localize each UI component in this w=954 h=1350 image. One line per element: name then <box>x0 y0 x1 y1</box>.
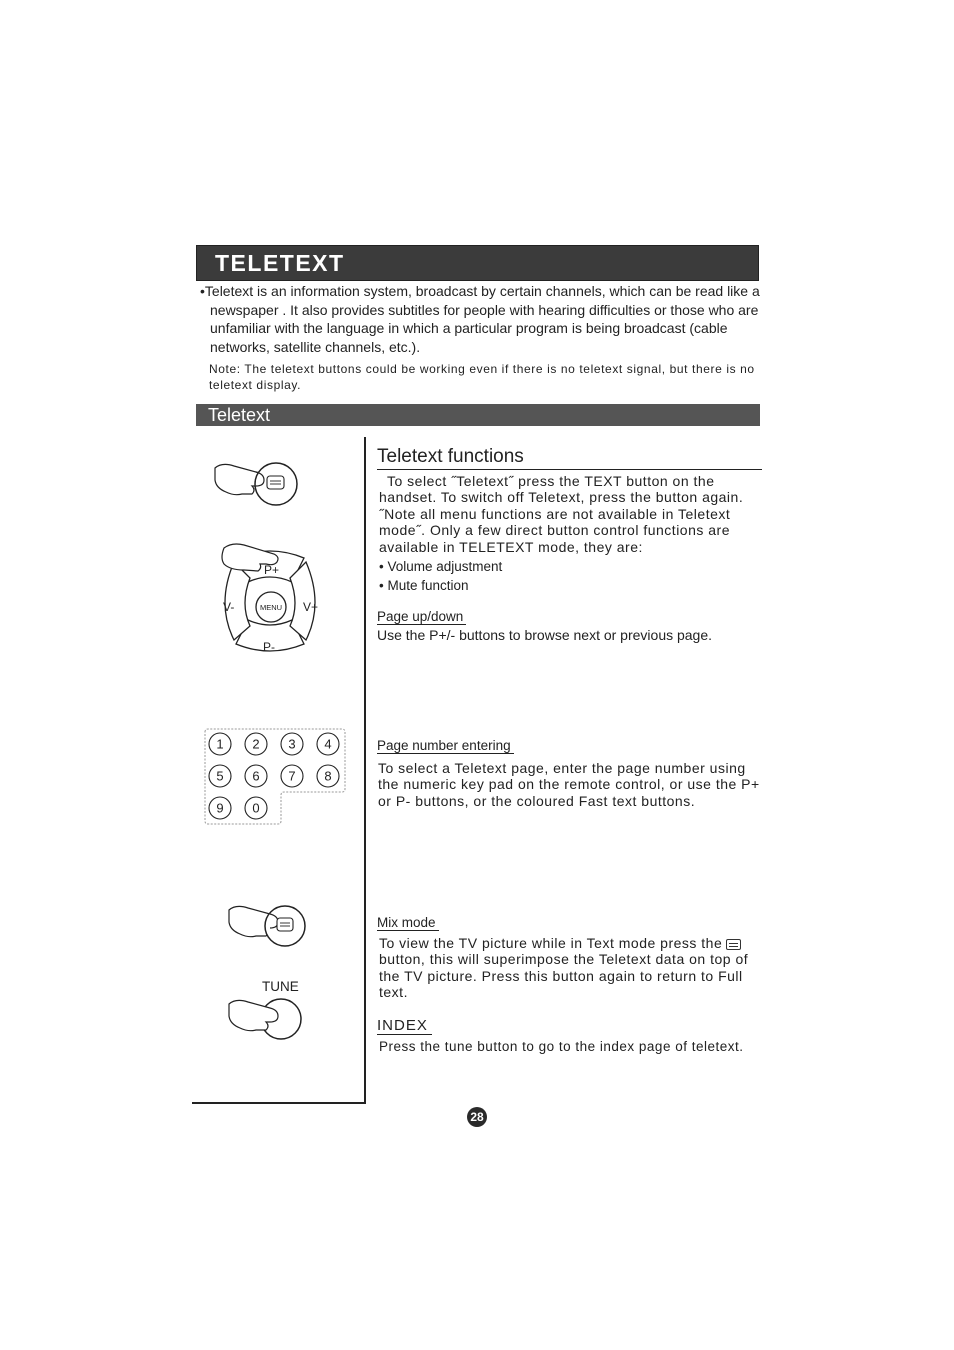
keypad-key-0 <box>245 797 267 819</box>
keypad-key-label: 7 <box>288 768 296 784</box>
keypad-key-3 <box>281 733 303 755</box>
bottom-rule <box>192 1102 366 1104</box>
title-bar <box>196 245 759 281</box>
page-number-text: To select a Teletext page, enter the page number using the numeric key pad on the remote control, or use the P+ or P- buttons, or the coloured Fast text buttons. <box>378 760 760 809</box>
keypad-key-8 <box>317 765 339 787</box>
numeric-keypad-illustration <box>203 728 347 826</box>
index-text: Press the tune button to go to the index page of teletext. <box>379 1039 744 1054</box>
keypad-key-6 <box>245 765 267 787</box>
bullet-mute: • Mute function <box>379 578 469 593</box>
mix-mode-text-before: To view the TV picture while in Text mode press the <box>379 935 723 951</box>
dpad-left-label: V- <box>223 600 235 614</box>
column-divider <box>364 437 366 1104</box>
keypad-key-label: 1 <box>216 736 224 752</box>
mix-mode-text-after: button, this will superimpose the Teletext data on top of the TV picture. Press this button again to return to Full text. <box>379 951 749 1001</box>
section-bar <box>196 404 760 426</box>
page-updown-text: Use the P+/- buttons to browse next or previous page. <box>377 627 713 643</box>
page-updown-heading: Page up/down <box>377 609 466 625</box>
index-block <box>377 1017 432 1035</box>
mix-mode-heading: Mix mode <box>377 915 439 931</box>
dpad-right-label: V+ <box>303 600 319 614</box>
dpad-illustration <box>214 540 328 664</box>
dpad-up-label: P+ <box>264 563 280 577</box>
mix-mode-text <box>379 935 757 1001</box>
mix-icon <box>277 918 293 931</box>
page-number-heading: Page number entering <box>377 738 514 754</box>
note-text: Note: The teletext buttons could be working even if there is no teletext signal, but there is no teletext display. <box>209 362 755 392</box>
keypad-key-label: 3 <box>288 736 296 752</box>
keypad-key-label: 0 <box>252 800 260 816</box>
tune-button-illustration <box>226 996 306 1042</box>
teletext-icon <box>267 476 284 489</box>
keypad-key-label: 6 <box>252 768 260 784</box>
text-button-illustration <box>212 460 302 508</box>
intro-text: Teletext is an information system, broadcast by certain channels, which can be read like a newspaper . It also provides subtitles for people with hearing difficulties or those who are unfamiliar with the language in which a particular program is being broadcast (cable networks, satellite channels, etc.). <box>204 283 760 355</box>
dpad-down-label: P- <box>263 640 275 654</box>
keypad-key-7 <box>281 765 303 787</box>
section-title: Teletext <box>208 405 271 425</box>
function-bullets <box>379 557 502 595</box>
intro-paragraph <box>200 282 772 356</box>
intro-bullet: • <box>200 283 205 299</box>
keypad-key-5 <box>209 765 231 787</box>
keypad-key-label: 4 <box>324 736 332 752</box>
page-title: TELETEXT <box>215 250 345 276</box>
mix-icon <box>726 939 741 950</box>
page-number-badge: 28 <box>467 1107 487 1127</box>
tune-label: TUNE <box>262 979 299 994</box>
keypad-key-label: 9 <box>216 800 224 816</box>
bullet-volume: • Volume adjustment <box>379 559 503 574</box>
keypad-key-1 <box>209 733 231 755</box>
mix-button-illustration <box>226 902 310 950</box>
keypad-key-label: 8 <box>324 768 332 784</box>
mix-mode-block <box>377 914 439 932</box>
keypad-key-9 <box>209 797 231 819</box>
functions-heading: Teletext functions <box>377 446 762 470</box>
menu-label: MENU <box>259 603 283 612</box>
keypad-key-label: 2 <box>252 736 260 752</box>
keypad-key-4 <box>317 733 339 755</box>
select-teletext-text: To select ˝Teletext˝ press the TEXT button on the handset. To switch off Teletext, press the button again. ˝Note all menu functions are not available in Teletext mode˝. Only a few direct button control functions are available in TELETEXT mode, they are: <box>379 473 744 555</box>
keypad-key-label: 5 <box>216 768 224 784</box>
keypad-key-2 <box>245 733 267 755</box>
index-heading: INDEX <box>377 1017 432 1035</box>
page-updown-block <box>377 608 712 643</box>
page-number-block <box>377 737 514 755</box>
